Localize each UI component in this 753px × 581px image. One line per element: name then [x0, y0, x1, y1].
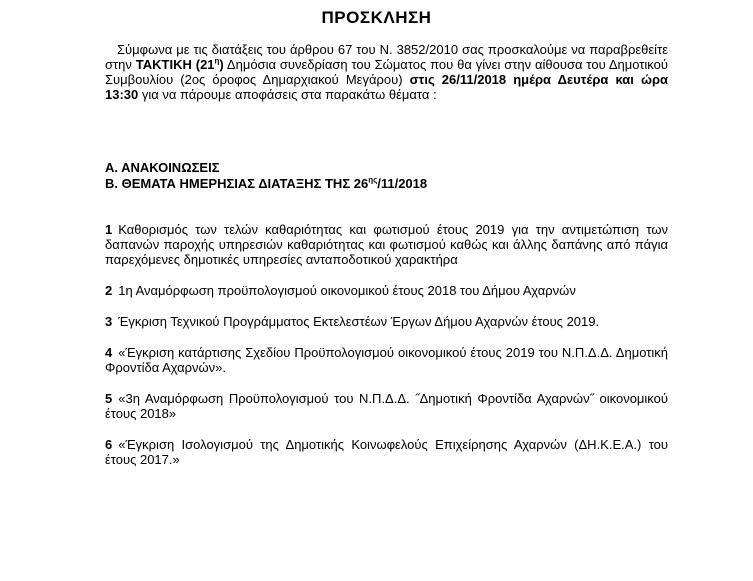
agenda-item: 2 1η Αναμόρφωση προϋπολογισμού οικονομικού έτους 2018 του Δήμου Αχαρνών [105, 283, 576, 298]
page-title: ΠΡΟΣΚΛΗΣΗ [321, 8, 432, 27]
agenda-item: 4 «Έγκριση κατάρτισης Σχεδίου Προϋπολογισμού οικονομικού έτους 2019 του Ν.Π.Δ.Δ. Δημοτική Φροντίδα Αχαρνών». [105, 345, 668, 375]
intro-text-3: για να πάρουμε αποφάσεις στα παρακάτω θέματα : [138, 87, 437, 102]
agenda-item: 5 «3η Αναμόρφωση Προϋπολογισμού του Ν.Π.Δ.Δ. ˝Δημοτική Φροντίδα Αχαρνών˝ οικονομικού έτους 2018» [105, 391, 668, 421]
session-type: ΤΑΚΤΙΚΗ $(21^\eta)$ [135, 56, 224, 72]
agenda-item: 3 Έγκριση Τεχνικού Προγράμματος Εκτελεστέων Έργων Δήμου Αχαρνών έτους 2019. [105, 314, 600, 329]
agenda-item: 1 Καθορισμός των τελών καθαριότητας και φωτισμού έτους 2019 για την αντιμετώπιση των δαπανών παροχής υπηρεσιών καθαριότητας και φωτισμού καθώς και άλλης δαπάνης από πάγια παρεχόμενες δημοτικές υπηρεσίες ανταποδοτικού χαρακτήρα [105, 222, 668, 267]
section-agenda: Β. ΘΕΜΑΤΑ ΗΜΕΡΗΣΙΑΣ ΔΙΑΤΑΞΗΣ ΤΗΣ $26^{\eta\varsigma}/11/2018$ [105, 175, 428, 191]
meeting-datetime: στις 26/11/2018 ημέρα Δευτέρα και ώρα 13:30 [105, 72, 668, 102]
intro-text-1: Σύμφωνα με τις διατάξεις του άρθρου 67 του Ν. 3852/2010 σας προσκαλούμε να παραβρεθείτε στην [105, 42, 668, 72]
section-announcements: Α. ΑΝΑΚΟΙΝΩΣΕΙΣ [105, 160, 220, 175]
agenda-list [105, 222, 668, 483]
sections-heading [105, 160, 668, 192]
intro-text-2: Δημόσια συνεδρίαση του Σώματος που θα γίνει στην αίθουσα του Δημοτικού Συμβουλίου (2ος όροφος Δημαρχιακού Μεγάρου) [105, 57, 668, 87]
agenda-item: 6 «Έγκριση Ισολογισμού της Δημοτικής Κοινωφελούς Επιχείρησης Αχαρνών (ΔΗ.Κ.Ε.Α.) του έτους 2017.» [105, 437, 668, 467]
intro-paragraph [105, 42, 668, 102]
